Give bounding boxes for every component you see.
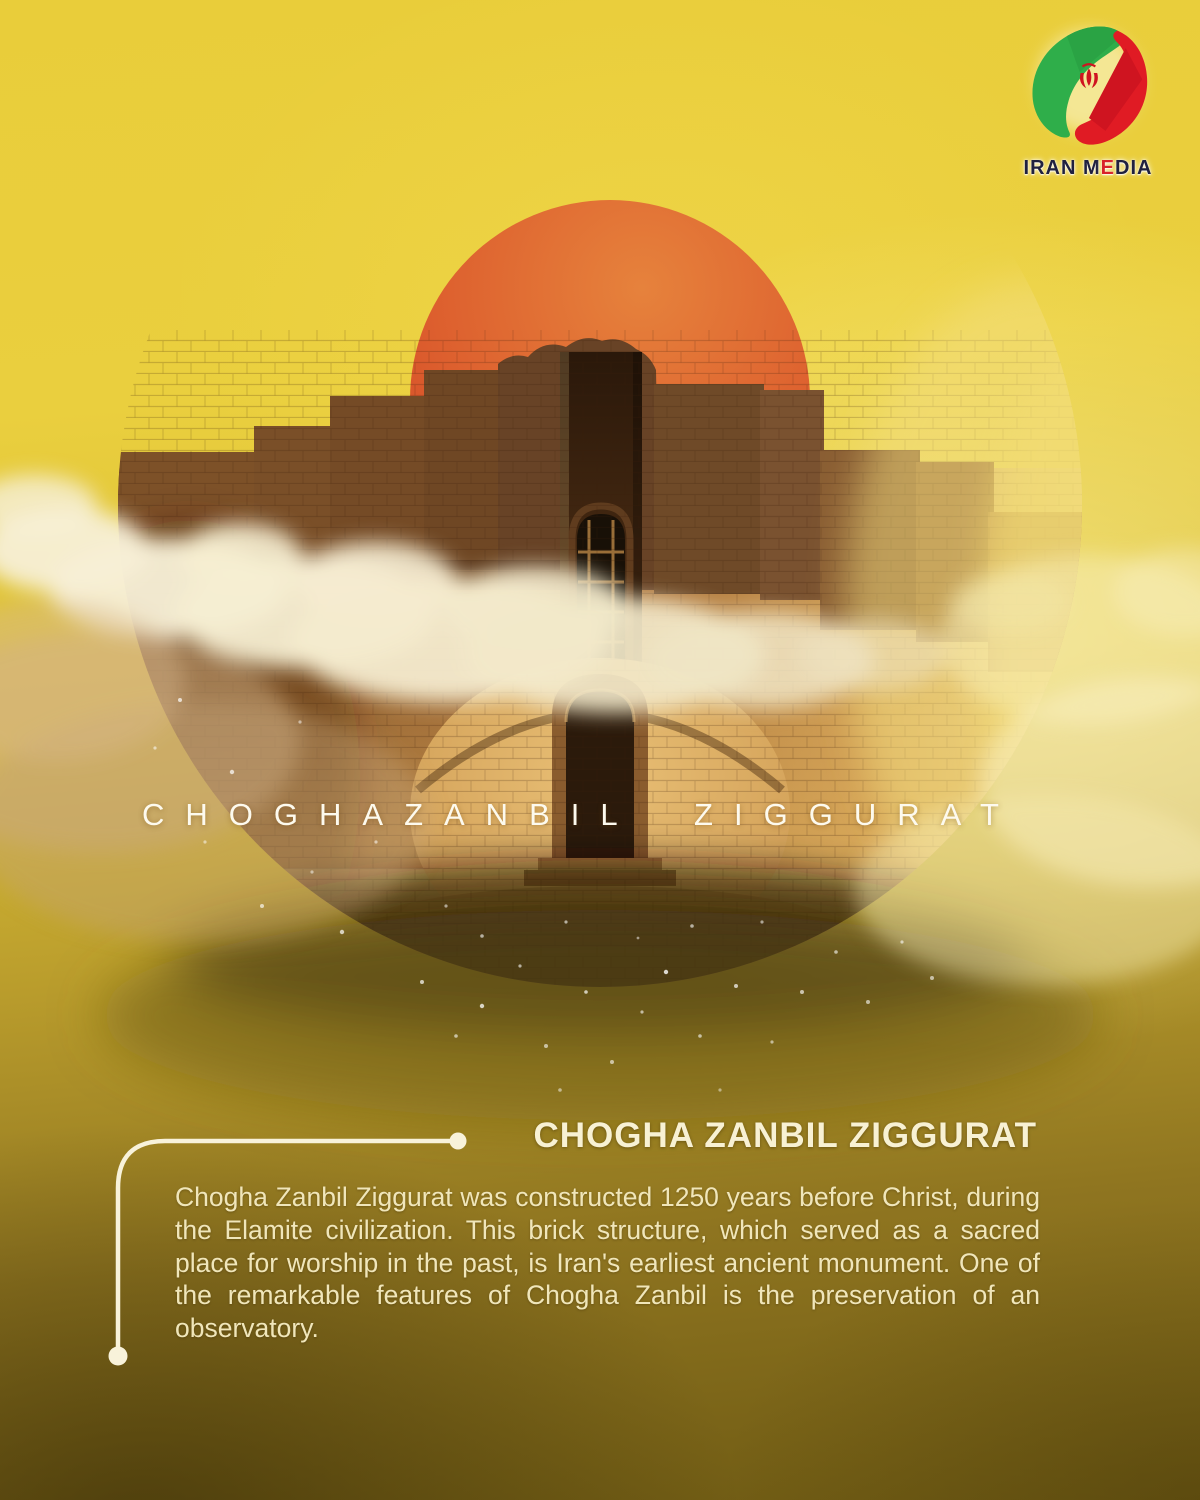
brand-name: IRAN MEDIA xyxy=(1023,157,1153,179)
section-body-text: Chogha Zanbil Ziggurat was constructed 1250 years before Christ, during the Elamite civilization. This brick structure, which served as a sacred place for worship in the past, is Iran's earliest ancient monument. One of the remarkable features of Chogha Zanbil is the preservation of an observatory. xyxy=(175,1182,1040,1344)
section-heading: CHOGHA ZANBIL ZIGGURAT xyxy=(533,1116,1037,1155)
photo-overlay-title: CHOGHAZANBIL ZIGGURAT xyxy=(142,797,1020,832)
brand-logo xyxy=(998,14,1178,180)
iran-media-swirl-icon xyxy=(1019,14,1157,154)
